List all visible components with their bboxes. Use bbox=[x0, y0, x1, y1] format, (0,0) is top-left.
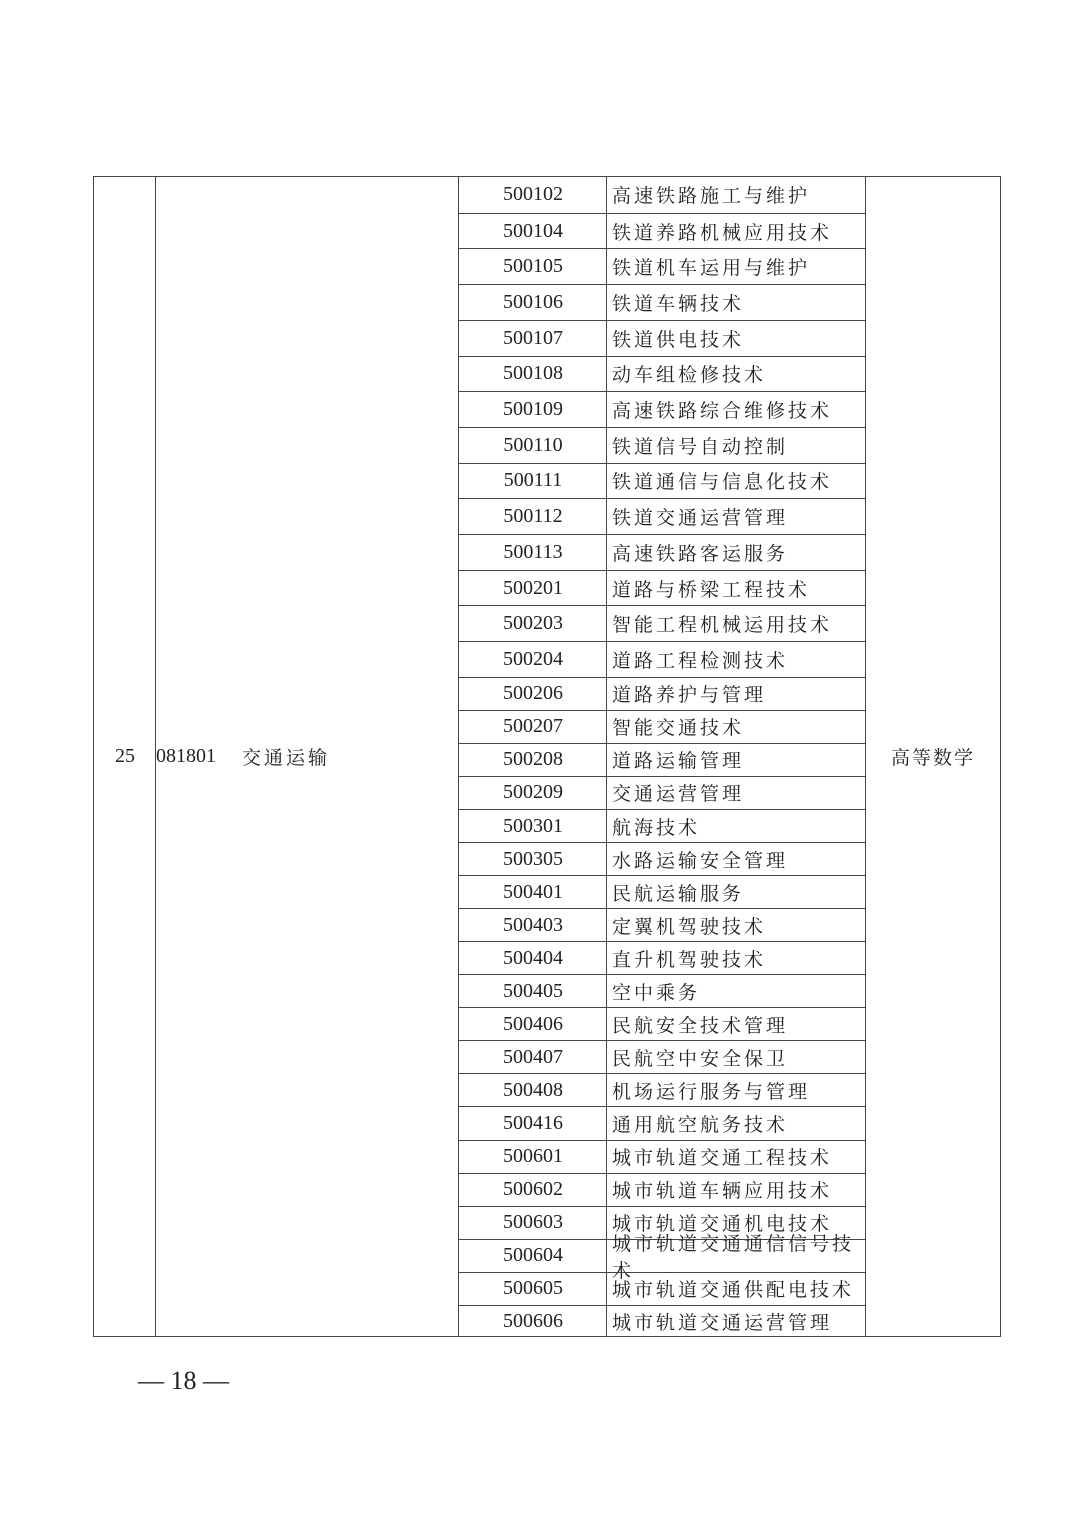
major-code-cell: 500201 bbox=[503, 576, 563, 599]
major-code-cell: 500109 bbox=[503, 398, 563, 421]
table-row bbox=[459, 1140, 866, 1173]
major-code-cell: 500601 bbox=[503, 1145, 563, 1168]
major-name-cell: 城市轨道交通供配电技术 bbox=[612, 1279, 855, 1302]
table-row bbox=[459, 320, 866, 356]
major-name-cell: 城市轨道交通机电技术 bbox=[612, 1213, 833, 1236]
table-row bbox=[459, 248, 866, 284]
major-code-cell: 500106 bbox=[503, 290, 563, 313]
table-row bbox=[459, 974, 866, 1007]
table-row bbox=[459, 177, 866, 213]
major-name-cell: 机场运行服务与管理 bbox=[612, 1080, 811, 1103]
table-row bbox=[459, 941, 866, 974]
majors-table bbox=[93, 176, 1001, 1337]
major-name-cell: 空中乘务 bbox=[612, 981, 701, 1004]
table-row bbox=[459, 1106, 866, 1139]
major-name-cell: 铁道信号自动控制 bbox=[612, 435, 789, 458]
major-name-cell: 民航安全技术管理 bbox=[612, 1014, 789, 1037]
major-code-cell: 500301 bbox=[503, 814, 563, 837]
major-name-cell: 道路工程检测技术 bbox=[612, 649, 789, 672]
table-row bbox=[459, 534, 866, 570]
major-name-cell: 城市轨道交通工程技术 bbox=[612, 1147, 833, 1170]
major-code-cell: 500105 bbox=[503, 255, 563, 278]
undergrad-major bbox=[156, 177, 459, 1336]
major-code-cell: 500404 bbox=[503, 946, 563, 969]
major-code-cell: 500604 bbox=[503, 1244, 563, 1267]
major-code-cell: 500605 bbox=[503, 1277, 563, 1300]
table-row bbox=[459, 284, 866, 320]
exam-subject: 高等数学 bbox=[890, 747, 975, 769]
major-name-cell: 铁道机车运用与维护 bbox=[612, 257, 811, 280]
major-code-cell: 500104 bbox=[503, 219, 563, 242]
table-row bbox=[459, 463, 866, 499]
major-code-cell: 500405 bbox=[503, 979, 563, 1002]
major-code: 081801 bbox=[156, 745, 216, 767]
table-row bbox=[459, 356, 866, 392]
major-name-cell: 直升机驾驶技术 bbox=[612, 948, 767, 971]
table-row bbox=[459, 605, 866, 641]
major-code-cell: 500102 bbox=[503, 183, 563, 206]
major-code-cell: 500408 bbox=[503, 1078, 563, 1101]
major-code-cell: 500602 bbox=[503, 1178, 563, 1201]
major-code-cell: 500603 bbox=[503, 1211, 563, 1234]
major-name-cell: 民航空中安全保卫 bbox=[612, 1047, 789, 1070]
major-code-cell: 500112 bbox=[503, 505, 563, 528]
major-name-cell: 铁道交通运营管理 bbox=[612, 507, 789, 530]
major-name-cell: 道路养护与管理 bbox=[612, 684, 767, 707]
table-row bbox=[459, 842, 866, 875]
major-name-cell: 通用航空航务技术 bbox=[612, 1113, 789, 1136]
major-name-cell: 高速铁路施工与维护 bbox=[612, 185, 811, 208]
table-row bbox=[459, 1232, 866, 1282]
table-row bbox=[459, 809, 866, 842]
major-name-cell: 城市轨道交通通信信号技术 bbox=[612, 1232, 855, 1282]
table-row bbox=[459, 743, 866, 776]
major-code-cell: 500204 bbox=[503, 647, 563, 670]
major-name-cell: 道路运输管理 bbox=[612, 750, 745, 773]
major-name-cell: 智能交通技术 bbox=[612, 717, 745, 740]
table-row bbox=[459, 1173, 866, 1206]
table-row bbox=[459, 498, 866, 534]
major-code-cell: 500107 bbox=[503, 326, 563, 349]
major-code-cell: 500416 bbox=[503, 1111, 563, 1134]
major-name-cell: 道路与桥梁工程技术 bbox=[612, 578, 811, 601]
major-name-cell: 动车组检修技术 bbox=[612, 364, 767, 387]
table-row bbox=[459, 213, 866, 249]
table-row bbox=[459, 677, 866, 710]
major-code-cell: 500209 bbox=[503, 781, 563, 804]
table-row bbox=[459, 1305, 866, 1338]
major-code-cell: 500111 bbox=[503, 469, 563, 492]
major-name-cell: 定翼机驾驶技术 bbox=[612, 915, 767, 938]
major-name-cell: 水路运输安全管理 bbox=[612, 849, 789, 872]
major-code-cell: 500203 bbox=[503, 612, 563, 635]
table-row bbox=[459, 908, 866, 941]
table-row bbox=[459, 391, 866, 427]
major-name-cell: 智能工程机械运用技术 bbox=[612, 614, 833, 637]
major-name-cell: 铁道供电技术 bbox=[612, 328, 745, 351]
major-name-cell: 城市轨道车辆应用技术 bbox=[612, 1180, 833, 1203]
major-name-cell: 铁道车辆技术 bbox=[612, 292, 745, 315]
table-row bbox=[459, 776, 866, 809]
major-name-cell: 民航运输服务 bbox=[612, 882, 745, 905]
table-row bbox=[459, 1007, 866, 1040]
major-code-cell: 500113 bbox=[503, 540, 563, 563]
table-row bbox=[459, 1272, 866, 1305]
major-name-cell: 交通运营管理 bbox=[612, 783, 745, 806]
major-name-cell: 高速铁路综合维修技术 bbox=[612, 400, 833, 423]
major-code-cell: 500305 bbox=[503, 847, 563, 870]
table-row bbox=[459, 710, 866, 743]
table-row bbox=[459, 427, 866, 463]
major-name-cell: 城市轨道交通运营管理 bbox=[612, 1312, 833, 1335]
table-row bbox=[459, 1073, 866, 1106]
major-code-cell: 500403 bbox=[503, 913, 563, 936]
major-name-cell: 铁道养路机械应用技术 bbox=[612, 221, 833, 244]
major-code-cell: 500206 bbox=[503, 682, 563, 705]
major-name-cell: 高速铁路客运服务 bbox=[612, 542, 789, 565]
major-code-cell: 500407 bbox=[503, 1045, 563, 1068]
major-code-cell: 500207 bbox=[503, 715, 563, 738]
major-code-cell: 500208 bbox=[503, 748, 563, 771]
major-code-cell: 500108 bbox=[503, 362, 563, 385]
table-row bbox=[459, 570, 866, 606]
major-code-cell: 500110 bbox=[503, 433, 563, 456]
major-code-cell: 500401 bbox=[503, 880, 563, 903]
major-name-cell: 航海技术 bbox=[612, 816, 701, 839]
table-row bbox=[459, 875, 866, 908]
major-name-cell: 铁道通信与信息化技术 bbox=[612, 471, 833, 494]
sequence-number: 25 bbox=[115, 745, 135, 767]
table-row bbox=[459, 1040, 866, 1073]
major-code-cell: 500406 bbox=[503, 1012, 563, 1035]
major-name: 交通运输 bbox=[242, 747, 331, 769]
table-row bbox=[459, 641, 866, 677]
major-code-cell: 500606 bbox=[503, 1310, 563, 1333]
page-number: — 18 — bbox=[138, 1366, 229, 1395]
